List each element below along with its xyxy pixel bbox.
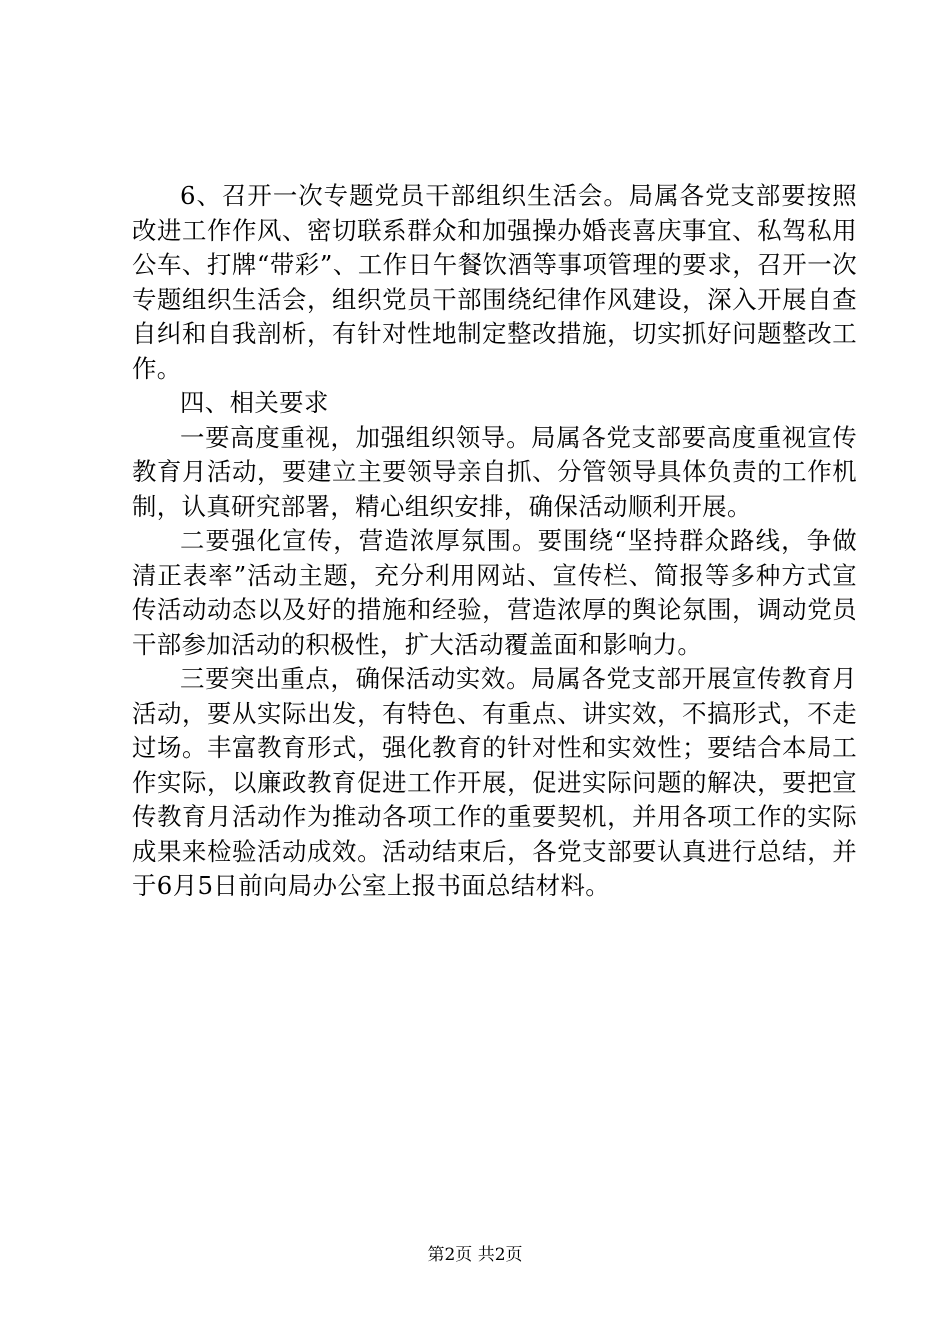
document-body [132, 179, 857, 904]
requirement-paragraph-publicity: 二要强化宣传，营造浓厚氛围。要围绕“坚持群众路线，争做清正表率”活动主题，充分利用网站、宣传栏、简报等多种方式宣传活动动态以及好的措施和经验，营造浓厚的舆论氛围，调动党员干部参加活动的积极性，扩大活动覆盖面和影响力。 [132, 526, 857, 659]
section-heading-requirements: 四、相关要求 [180, 388, 329, 417]
requirement-paragraph-effectiveness: 三要突出重点，确保活动实效。局属各党支部开展宣传教育月活动，要从实际出发，有特色、有重点、讲实效，不搞形式，不走过场。丰富教育形式，强化教育的针对性和实效性；要结合本局工作实际，以廉政教育促进工作开展，促进实际问题的解决，要把宣传教育月活动作为推动各项工作的重要契机，并用各项工作的实际成果来检验活动成效。活动结束后，各党支部要认真进行总结，并于6月5日前向局办公室上报书面总结材料。 [132, 664, 857, 900]
page-number-footer: 第2页 共2页 [427, 1245, 523, 1265]
paragraph-item-6-meeting: 6、召开一次专题党员干部组织生活会。局属各党支部要按照改进工作作风、密切联系群众和加强操办婚丧喜庆事宜、私驾私用公车、打牌“带彩”、工作日午餐饮酒等事项管理的要求，召开一次专题组织生活会，组织党员干部围绕纪律作风建设，深入开展自查自纠和自我剖析，有针对性地制定整改措施，切实抓好问题整改工作。 [132, 181, 857, 383]
requirement-paragraph-leadership: 一要高度重视，加强组织领导。局属各党支部要高度重视宣传教育月活动，要建立主要领导亲自抓、分管领导具体负责的工作机制，认真研究部署，精心组织安排，确保活动顺利开展。 [132, 422, 857, 521]
